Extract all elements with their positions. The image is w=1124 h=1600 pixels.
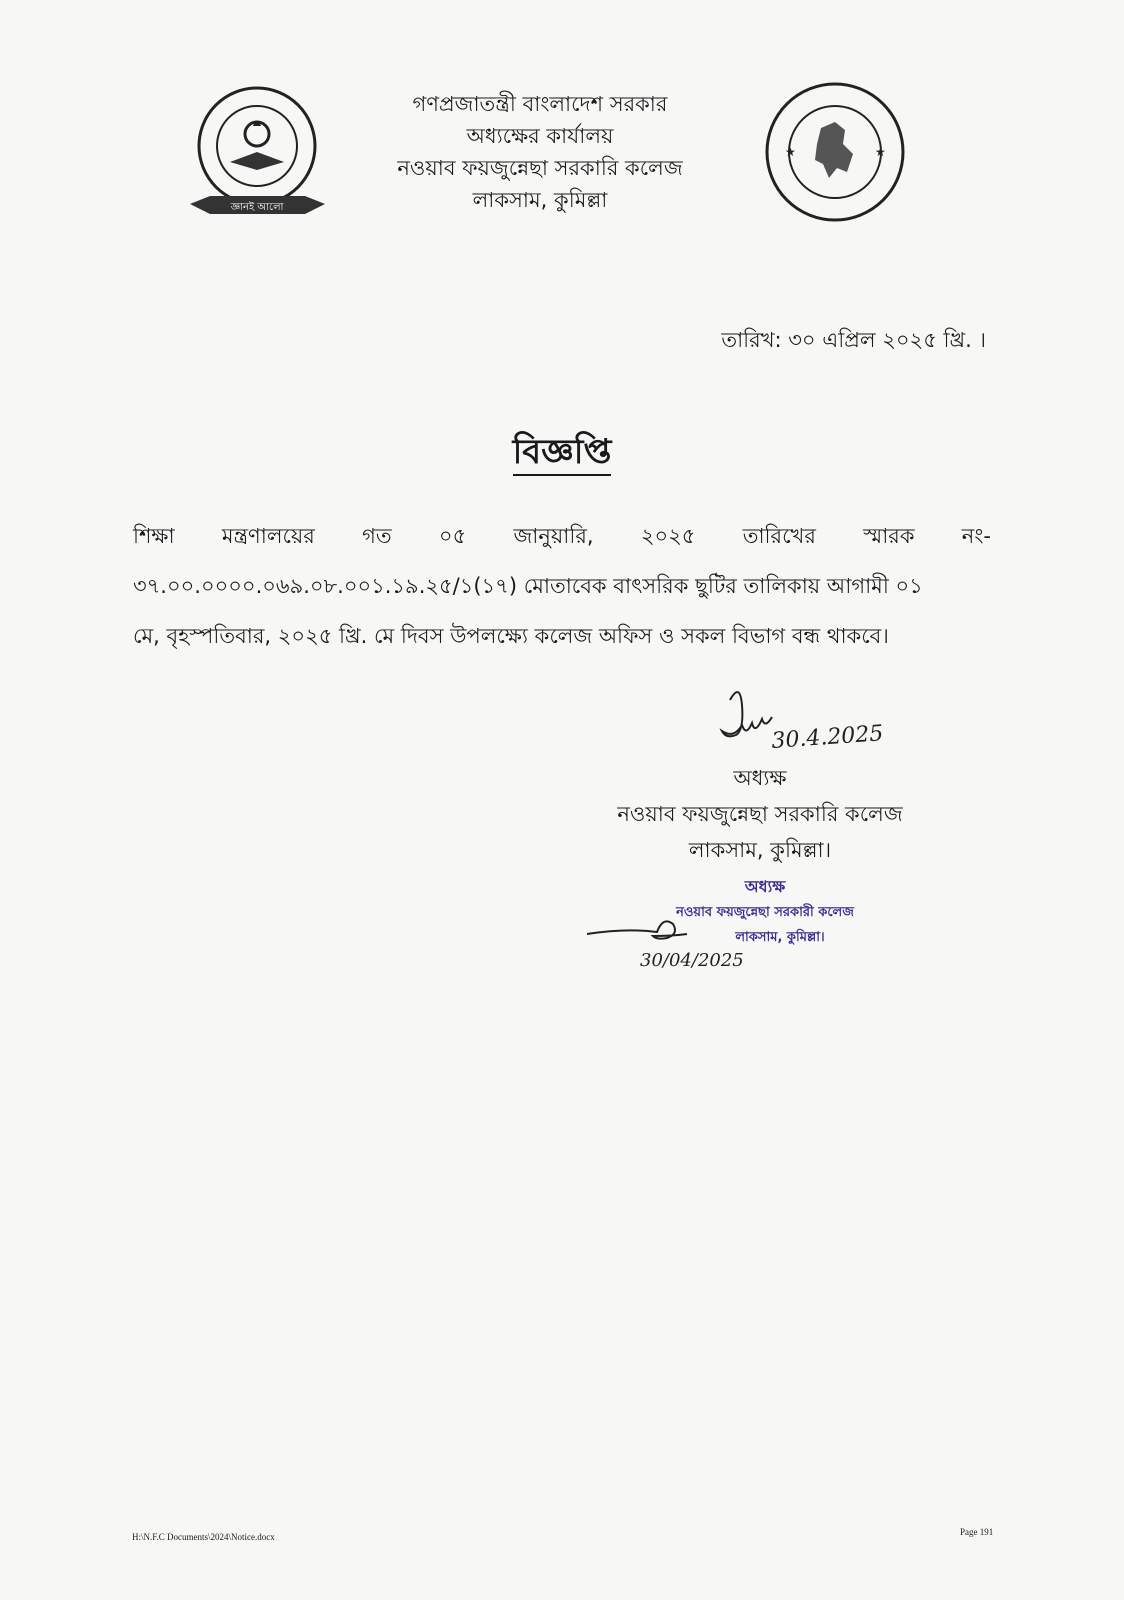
notice-title-text: বিজ্ঞপ্তি xyxy=(513,432,612,476)
second-handwritten-date: 30/04/2025 xyxy=(640,950,744,971)
body-word: স্মারক xyxy=(863,524,915,548)
header-office: অধ্যক্ষের কার্যালয় xyxy=(466,124,614,148)
stamp-org: নওয়াব ফয়জুন্নেছা সরকারী কলেজ xyxy=(676,905,854,920)
government-seal-icon xyxy=(763,80,908,225)
body-word: মন্ত্রণালয়ের xyxy=(221,524,315,548)
signature-date: 30.4.2025 xyxy=(770,721,885,754)
body-line-2: ৩৭.০০.০০০০.০৬৯.০৮.০০১.১৯.২৫/১(১৭) মোতাবেক বাৎসরিক ছুটির তালিকায় আগামী ০১ xyxy=(133,574,923,598)
signatory-title: অধ্যক্ষ xyxy=(733,766,787,790)
letterhead xyxy=(330,88,750,216)
emblem-ribbon-text: জ্ঞানই আলো xyxy=(230,202,284,213)
second-signature xyxy=(585,912,725,952)
stamp-title: অধ্যক্ষ xyxy=(744,877,786,896)
svg-text:★: ★ xyxy=(875,145,886,159)
notice-date: তারিখ: ৩০ এপ্রিল ২০২৫ খ্রি. । xyxy=(721,328,986,352)
header-college: নওয়াব ফয়জুন্নেছা সরকারি কলেজ xyxy=(397,156,683,180)
footer-file-path: H:\N.F.C Documents\2024\Notice.docx xyxy=(132,1532,275,1542)
principal-signature xyxy=(700,680,960,760)
body-line-3: মে, বৃহস্পতিবার, ২০২৫ খ্রি. মে দিবস উপলক্ষ্যে কলেজ অফিস ও সকল বিভাগ বন্ধ থাকবে। xyxy=(133,624,889,648)
footer-page-number: Page 191 xyxy=(960,1527,994,1537)
body-word: তারিখের xyxy=(742,524,816,548)
body-word: ০৫ xyxy=(438,524,467,548)
header-government: গণপ্রজাতন্ত্রী বাংলাদেশ সরকার xyxy=(412,92,668,116)
body-line-1 xyxy=(133,520,991,570)
svg-text:★: ★ xyxy=(785,145,796,159)
signatory-org: নওয়াব ফয়জুন্নেছা সরকারি কলেজ xyxy=(617,802,903,826)
body-word: জানুয়ারি, xyxy=(513,524,594,548)
notice-title xyxy=(0,426,1124,483)
stamp-location: লাকসাম, কুমিল্লা। xyxy=(735,930,825,945)
body-word: শিক্ষা xyxy=(133,524,175,548)
header-location: লাকসাম, কুমিল্লা xyxy=(472,188,608,212)
body-word: গত xyxy=(362,524,392,548)
body-word: নং- xyxy=(961,524,991,548)
college-emblem-icon xyxy=(190,84,325,229)
body-word: ২০২৫ xyxy=(640,524,696,548)
notice-body xyxy=(133,520,991,670)
signatory-location: লাকসাম, কুমিল্লা। xyxy=(688,838,832,862)
